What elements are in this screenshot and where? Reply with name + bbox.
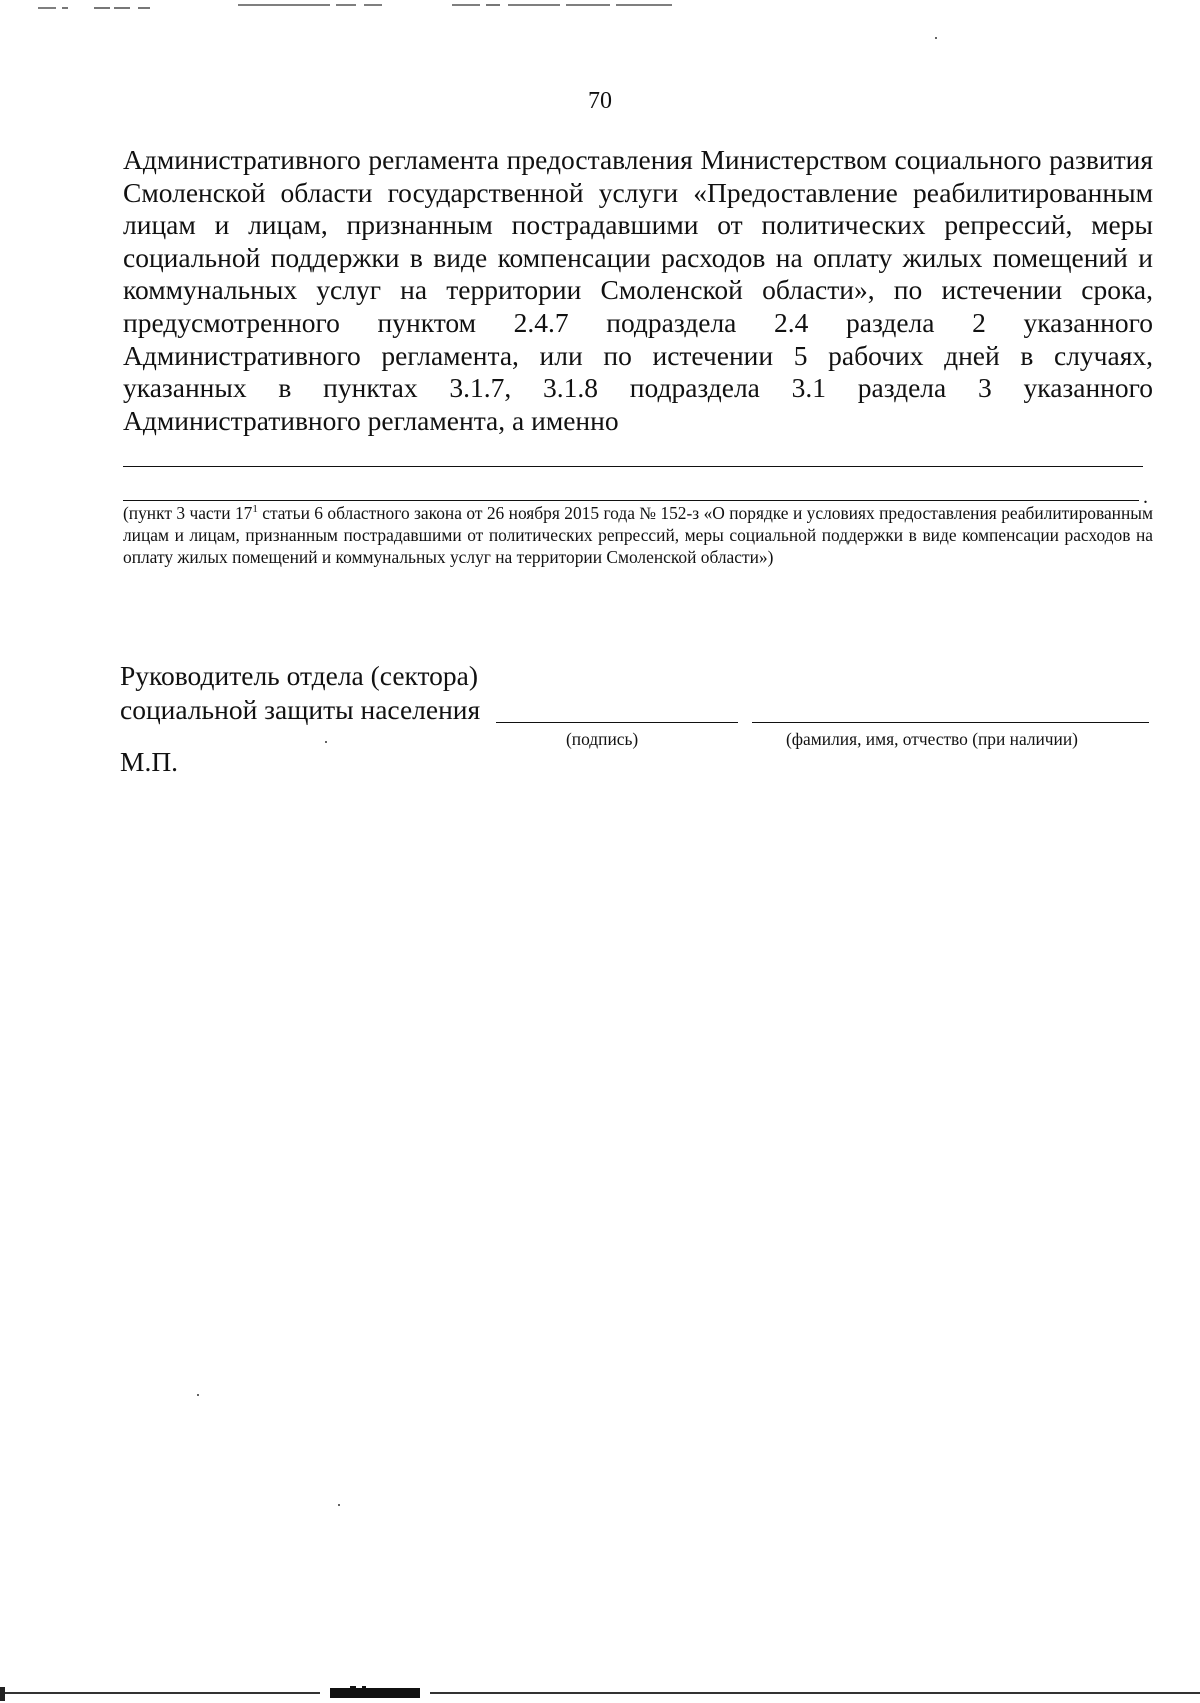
scan-speck	[325, 741, 327, 743]
blank-fill-end-mark: .	[1143, 486, 1148, 508]
blank-fill-line-1	[123, 466, 1143, 467]
scan-speck	[338, 1504, 340, 1506]
scan-speck	[197, 1394, 199, 1396]
signatory-title-line-2: социальной защиты населения	[120, 694, 481, 725]
scan-edge-bottom	[0, 1684, 1200, 1703]
legal-reference-footnote	[123, 502, 1153, 568]
full-name-line	[752, 722, 1149, 723]
signature-caption: (подпись)	[566, 729, 639, 749]
signature-line	[496, 722, 738, 723]
main-paragraph: Административного регламента предоставления Министерством социального развития Смоленской области государственной услуги «Предоставление реабилитированным лицам и лицам, признанным пострадавшими от политических репрессий, меры социальной поддержки в виде компенсации расходов на оплату жилых помещений и коммунальных услуг на территории Смоленской области», по истечении срока, предусмотренного пунктом 2.4.7 подраздела 2.4 раздела 2 указанного Административного регламента, или по истечении 5 рабочих дней в случаях, указанных в пунктах 3.1.7, 3.1.8 подраздела 3.1 раздела 3 указанного Административного регламента, а именно	[123, 144, 1153, 436]
full-name-caption: (фамилия, имя, отчество (при наличии)	[786, 729, 1078, 749]
footnote-superscript: 1	[252, 503, 258, 515]
page-number: 70	[588, 88, 612, 114]
footnote-text-start: (пункт 3 части 17	[123, 503, 253, 523]
scan-edge-top	[0, 0, 1200, 14]
signatory-title-line-1: Руководитель отдела (сектора)	[120, 660, 479, 691]
stamp-place-label: М.П.	[120, 746, 179, 777]
blank-fill-line-2	[123, 500, 1139, 501]
footnote-text-rest: статьи 6 областного закона от 26 ноября 2015 года № 152-з «О порядке и условиях предоставления реабилитированным лицам и лицам, признанным пострадавшими от политических репрессий, меры социальной поддержки в виде компенсации расходов на оплату жилых помещений и коммунальных услуг на территории Смоленской области»)	[123, 503, 1153, 567]
scan-speck	[935, 37, 937, 39]
